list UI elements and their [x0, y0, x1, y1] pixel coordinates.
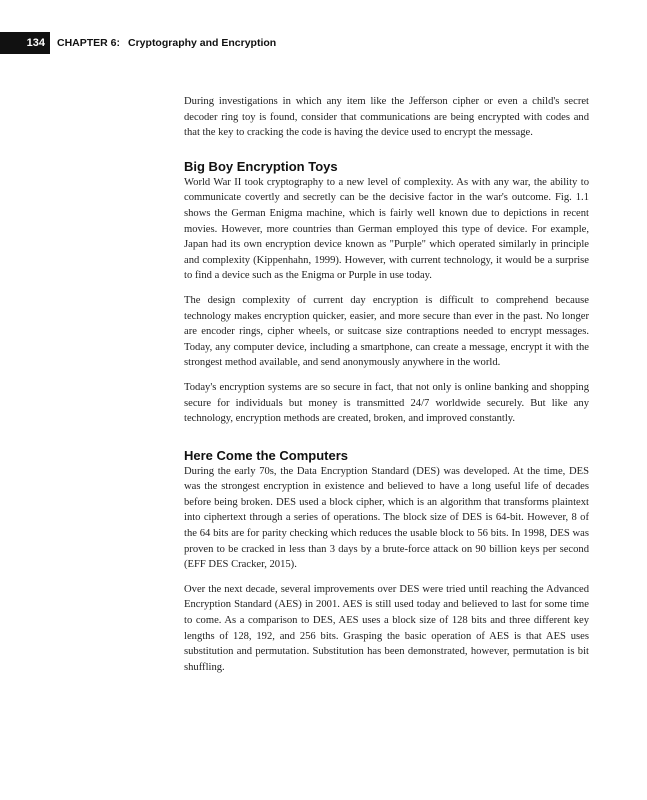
chapter-label: CHAPTER 6:: [57, 37, 121, 49]
section-heading-big-boy-encryption-toys: Big Boy Encryption Toys: [184, 158, 338, 174]
section-2-paragraph-2: Over the next decade, several improvements over DES were tried until reaching the Advanced Encryption Standard (AES) in 2001. AES is still used today and believed to last for some time to come. As a comparison to DES, AES uses a block size of 128 bits and three different key lengths of 128, 192, and 256 bits. Grasping the basic operation of AES is that AES uses substitution and permutation. Substitution has been demonstrated, however, permutation is bit shuffling.: [184, 583, 589, 673]
page-number: 134: [0, 32, 50, 54]
chapter-title: Cryptography and Encryption: [128, 37, 277, 49]
section-2-paragraph-1: During the early 70s, the Data Encryption Standard (DES) was developed. At the time, DES was the strongest encryption in existence and believed to have a long useful life of decades before being broken. DES used a block cipher, which is an algorithm that transforms plaintext into ciphertext through a series of operations. The block size of DES is 64-bit. However, 8 of the 64 bits are for parity checking which reduces the usable block to 56 bits. In 1998, DES was proven to be cracked in less than 3 days by a brute-force attack on 90 billion keys per second (EFF DES Cracker, 2015).: [184, 465, 589, 571]
section-heading-here-come-the-computers: Here Come the Computers: [184, 447, 348, 463]
intro-paragraph: During investigations in which any item like the Jefferson cipher or even a child's secret decoder ring toy is found, consider that communications are being encrypted with codes and that the key to cracking the code is having the device used to encrypt the message.: [184, 96, 589, 139]
chapter-heading: [57, 37, 276, 49]
section-1-paragraph-2: The design complexity of current day encryption is difficult to comprehend because technology makes encryption quicker, easier, and more secure than ever in the past. No longer are encoder rings, cipher wheels, or suitcase size contraptions needed to encrypt messages. Today, any computer device, including a smartphone, can create a message, encrypt it with the strongest method available, and send anonymously anywhere in the world.: [184, 294, 589, 369]
section-1-paragraph-3: Today's encryption systems are so secure in fact, that not only is online banking and shopping secure for individuals but money is transmitted 24/7 worldwide securely. But like any technology, encryption methods are created, broken, and improved constantly.: [184, 381, 589, 425]
running-header: [0, 32, 276, 54]
section-1-paragraph-1: World War II took cryptography to a new level of complexity. As with any war, the ability to communicate covertly and secretly can be the decisive factor in the war's outcome. Fig. 1.1 shows the German Enigma machine, which is fairly well known due to depictions in recent movies. However, more countries than German employed this type of device. For example, Japan had its own encryption device known as "Purple" which operated similarly in principle and complexity (Kippenhahn, 1999). However, with current technology, it would be a surprise to find a device such as the Enigma or Purple in use today.: [184, 176, 589, 282]
page-body: [184, 94, 589, 684]
